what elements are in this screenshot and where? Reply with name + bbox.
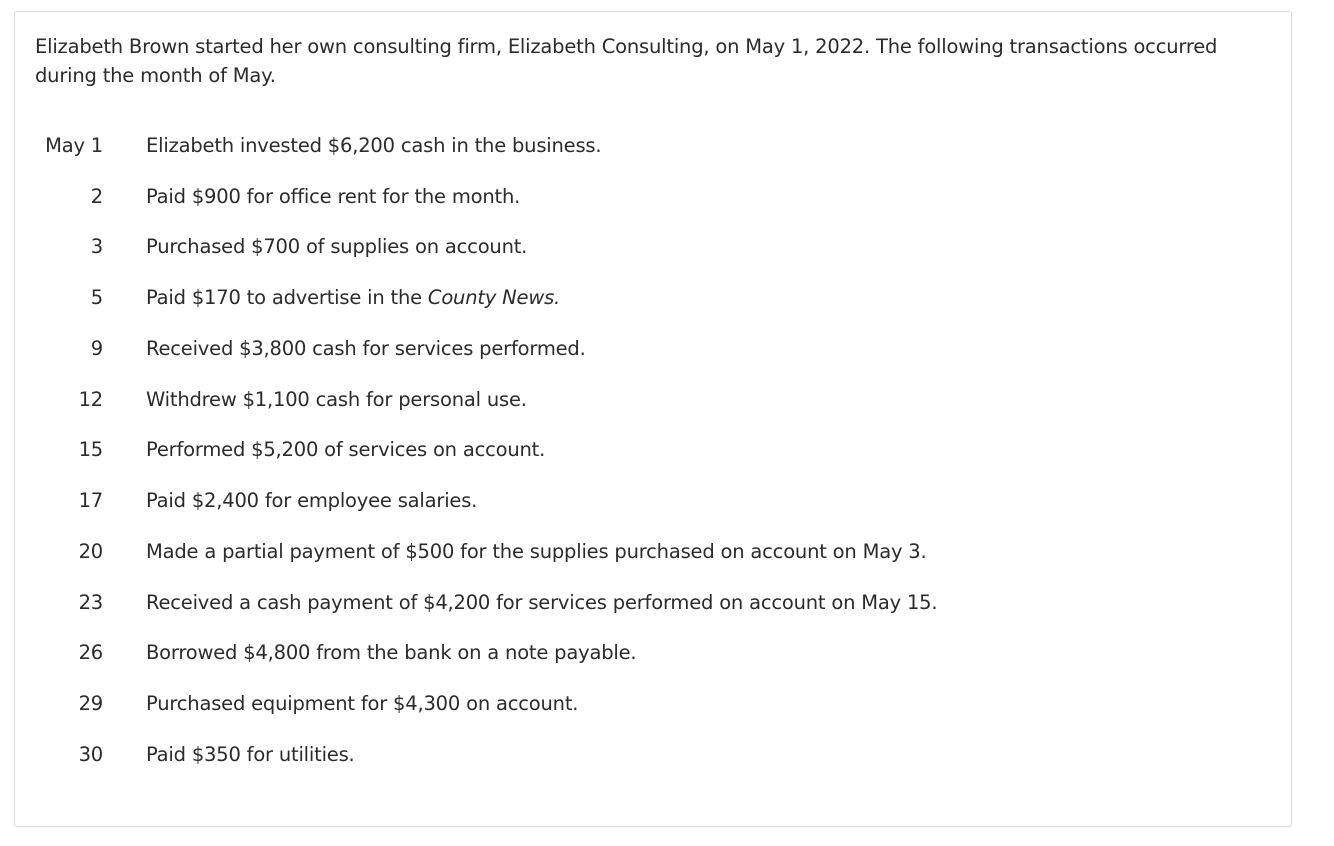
transaction-date: 23 <box>78 590 103 614</box>
description-text: Paid $170 to advertise in the <box>146 286 428 310</box>
transaction-row <box>31 120 937 171</box>
transaction-date: 26 <box>78 641 103 665</box>
question-panel <box>14 11 1292 827</box>
transaction-row <box>31 222 937 273</box>
transaction-row <box>31 425 937 476</box>
transaction-date: May 1 <box>45 133 103 157</box>
transaction-date: 20 <box>78 539 103 563</box>
transaction-date: 2 <box>90 184 103 208</box>
transaction-date: 12 <box>78 387 103 411</box>
transaction-description: Paid $350 for utilities. <box>146 742 355 766</box>
transaction-description: Paid $2,400 for employee salaries. <box>146 489 478 513</box>
transaction-description: Received $3,800 cash for services performed. <box>146 336 586 360</box>
transaction-row <box>31 171 937 222</box>
transaction-description: Withdrew $1,100 cash for personal use. <box>146 387 527 411</box>
transaction-date: 15 <box>78 438 103 462</box>
transaction-row <box>31 526 937 577</box>
transaction-description <box>146 272 937 323</box>
transaction-description: Purchased $700 of supplies on account. <box>146 235 528 259</box>
transaction-row <box>31 475 937 526</box>
transaction-date: 9 <box>90 336 103 360</box>
transaction-row <box>31 577 937 628</box>
transaction-description: Purchased equipment for $4,300 on account. <box>146 692 579 716</box>
transaction-description: Made a partial payment of $500 for the supplies purchased on account on May 3. <box>146 539 927 563</box>
transaction-date: 17 <box>78 489 103 513</box>
transaction-description: Elizabeth invested $6,200 cash in the business. <box>146 133 602 157</box>
transaction-row <box>31 374 937 425</box>
transaction-row <box>31 628 937 679</box>
transaction-date: 29 <box>78 692 103 716</box>
newspaper-name: County News. <box>427 286 561 310</box>
transactions-table <box>31 120 937 780</box>
transaction-description: Received a cash payment of $4,200 for services performed on account on May 15. <box>146 590 938 614</box>
transaction-date: 5 <box>90 286 103 310</box>
transaction-description: Borrowed $4,800 from the bank on a note payable. <box>146 641 637 665</box>
transaction-description: Performed $5,200 of services on account. <box>146 438 546 462</box>
transaction-date: 3 <box>90 235 103 259</box>
transaction-row <box>31 729 937 780</box>
problem-intro: Elizabeth Brown started her own consulting firm, Elizabeth Consulting, on May 1, 2022. The following transactions occurred during the month of May. <box>35 35 1218 87</box>
transaction-date: 30 <box>78 742 103 766</box>
transaction-row <box>31 272 937 323</box>
transaction-description: Paid $900 for office rent for the month. <box>146 184 521 208</box>
transaction-row <box>31 678 937 729</box>
transaction-row <box>31 323 937 374</box>
